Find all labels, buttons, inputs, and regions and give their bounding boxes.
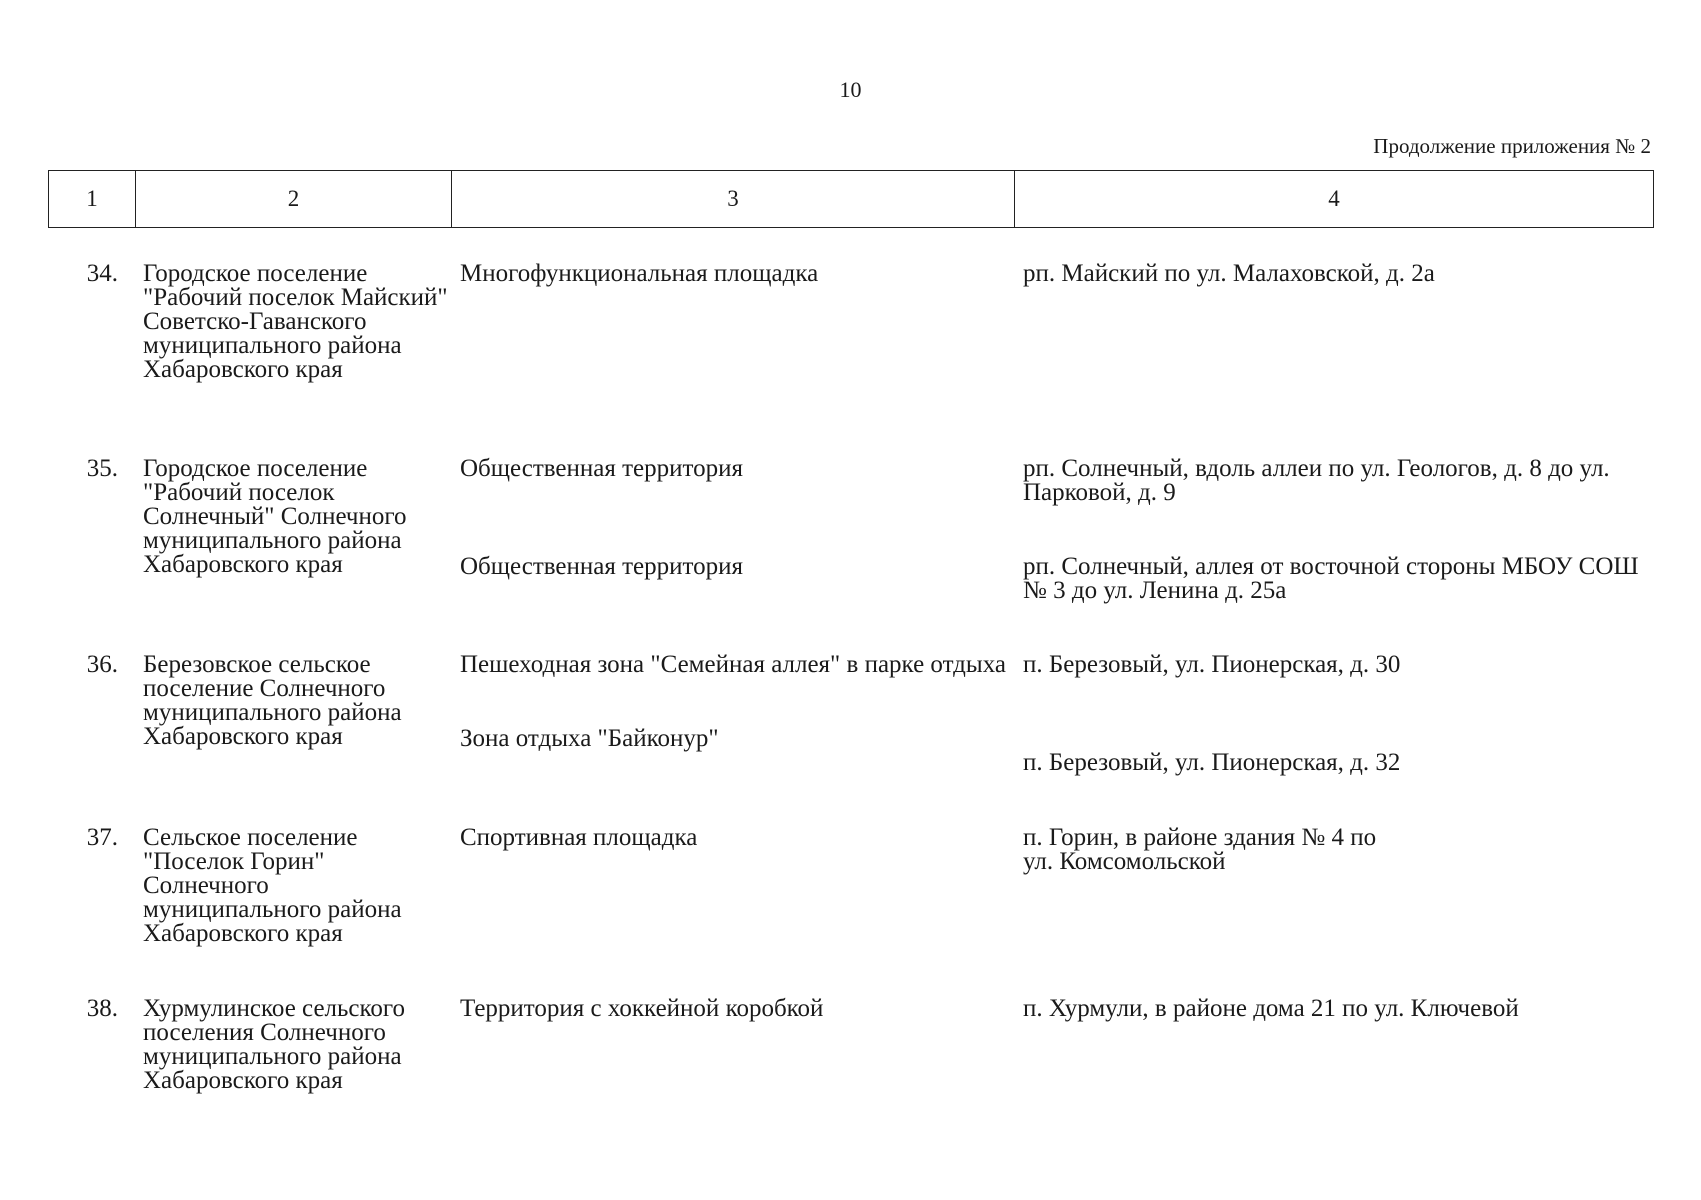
address-list xyxy=(1023,997,1663,1021)
object-address: рп. Солнечный, вдоль аллеи по ул. Геологов, д. 8 до ул. Парковой, д. 9 xyxy=(1023,455,1610,506)
entry-number: 35. xyxy=(86,455,118,482)
object-address: п. Березовый, ул. Пионерская, д. 30 xyxy=(1023,651,1401,678)
entries-list xyxy=(0,262,1701,1137)
entry-row xyxy=(0,262,1701,457)
object-list xyxy=(460,997,1020,1021)
settlement-name: Березовское сельское поселение Солнечного муниципального района Хабаровского края xyxy=(143,651,402,750)
object-address: рп. Солнечный, аллея от восточной стороны МБОУ СОШ № 3 до ул. Ленина д. 25а xyxy=(1023,553,1639,604)
address-list xyxy=(1023,826,1663,874)
entry-row xyxy=(0,457,1701,653)
header-col-4: 4 xyxy=(1328,186,1340,211)
object-list xyxy=(460,457,1020,579)
header-col-3: 3 xyxy=(452,171,1015,227)
object-name: Зона отдыха "Байконур" xyxy=(460,725,719,752)
object-address: п. Хурмули, в районе дома 21 по ул. Ключевой xyxy=(1023,995,1519,1022)
settlement-name: Городское поселение "Рабочий поселок Солнечный" Солнечного муниципального района Хабаровского края xyxy=(143,455,407,578)
object-list xyxy=(460,262,1020,286)
header-col-2: 2 xyxy=(136,171,452,227)
address-list xyxy=(1023,653,1663,775)
address-list xyxy=(1023,457,1663,603)
entry-number: 37. xyxy=(86,824,118,851)
object-list xyxy=(460,653,1020,751)
address-list xyxy=(1023,262,1663,286)
page-number: 10 xyxy=(839,77,862,102)
object-name: Общественная территория xyxy=(460,455,743,482)
object-name: Территория с хоккейной коробкой xyxy=(460,995,824,1022)
object-address: п. Березовый, ул. Пионерская, д. 32 xyxy=(1023,749,1401,776)
column-number-header xyxy=(48,170,1654,228)
object-name: Многофункциональная площадка xyxy=(460,260,819,287)
settlement-name: Сельское поселение "Поселок Горин" Солнечного муниципального района Хабаровского края xyxy=(143,824,402,947)
header-col-1: 1 xyxy=(49,171,136,227)
appendix-note: Продолжение приложения № 2 xyxy=(1373,134,1651,158)
entry-row xyxy=(0,997,1701,1137)
entry-row xyxy=(0,653,1701,826)
settlement-name: Городское поселение "Рабочий поселок Майский" Советско-Гаванского муниципального района Хабаровского края xyxy=(143,260,448,383)
object-name: Общественная территория xyxy=(460,553,743,580)
settlement-name: Хурмулинское сельского поселения Солнечного муниципального района Хабаровского края xyxy=(143,995,406,1094)
entry-number: 34. xyxy=(86,260,118,287)
object-name: Спортивная площадка xyxy=(460,824,698,851)
entry-number: 36. xyxy=(86,651,118,678)
entry-number: 38. xyxy=(86,995,118,1022)
entry-row xyxy=(0,826,1701,997)
object-address: п. Горин, в районе здания № 4 по ул. Комсомольской xyxy=(1023,824,1377,875)
object-list xyxy=(460,826,1020,850)
object-name: Пешеходная зона "Семейная аллея" в парке отдыха xyxy=(460,651,1006,678)
object-address: рп. Майский по ул. Малаховской, д. 2а xyxy=(1023,260,1435,287)
